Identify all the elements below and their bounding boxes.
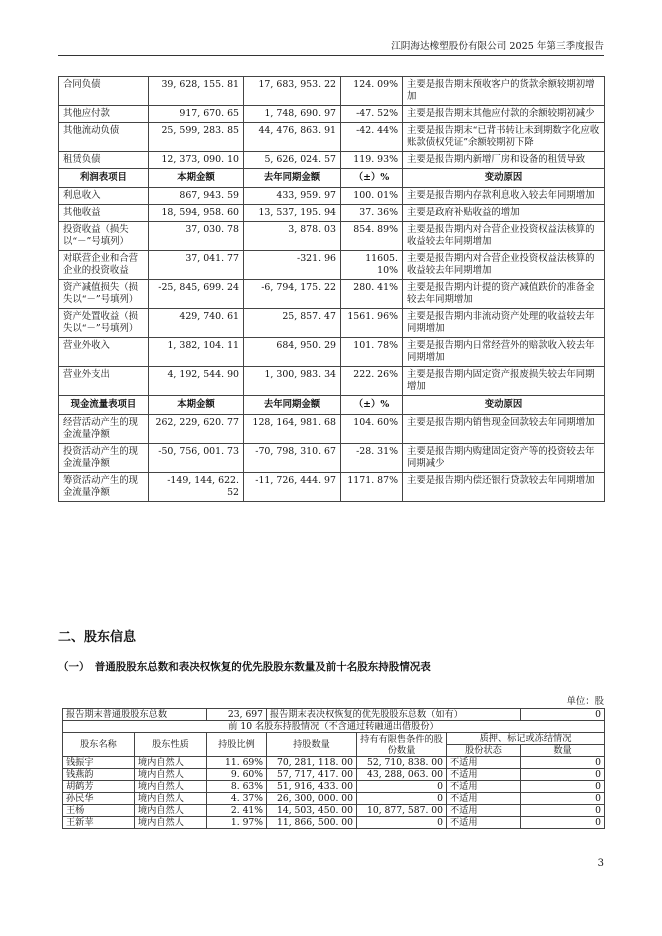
cell-change: 101. 78% [341, 338, 403, 367]
cell-restricted: 43, 288, 063. 00 [357, 769, 447, 781]
cell-name: 孙民华 [63, 793, 135, 805]
cell-shares: 70, 281, 118. 00 [267, 757, 357, 769]
header-pledge-status: 股份状态 [447, 745, 521, 757]
cell-change: 222. 26% [341, 367, 403, 396]
cell-qty: 0 [521, 805, 605, 817]
cell-item: 现金流量表项目 [59, 396, 149, 415]
pref-holders-label: 报告期末表决权恢复的优先股股东总数（如有） [267, 709, 521, 721]
cell-change: -28. 31% [341, 444, 403, 473]
cell-nature: 境内自然人 [135, 769, 207, 781]
cell-change: 104. 60% [341, 415, 403, 444]
shareholder-rows [63, 757, 605, 829]
cell-item: 经营活动产生的现金流量净额 [59, 415, 149, 444]
cell-item: 其他流动负债 [59, 123, 149, 152]
shareholder-row [63, 781, 605, 793]
cell-reason: 主要是报告期末其他应付款的余额较期初减少 [403, 106, 605, 123]
cell-previous: 128, 164, 981. 68 [244, 415, 341, 444]
shareholder-row [63, 805, 605, 817]
cell-item: 租赁负债 [59, 152, 149, 169]
top10-title-row [63, 721, 605, 733]
cell-ratio: 9. 60% [207, 769, 267, 781]
cell-qty: 0 [521, 757, 605, 769]
cell-previous: 去年同期金额 [244, 396, 341, 415]
cell-change: 11605. 10% [341, 251, 403, 280]
cell-reason: 主要是政府补贴收益的增加 [403, 205, 605, 222]
cell-reason: 主要是报告期末“已背书转让未到期数字化应收账款债权凭证”余额较期初下降 [403, 123, 605, 152]
cell-change: 124. 09% [341, 77, 403, 106]
cell-change: （±）% [341, 396, 403, 415]
page-number: 3 [597, 858, 604, 869]
cell-item: 其他收益 [59, 205, 149, 222]
cell-restricted: 0 [357, 817, 447, 829]
shareholder-row [63, 793, 605, 805]
cell-ratio: 4. 37% [207, 793, 267, 805]
page-header: 江阴海达橡塑股份有限公司 2025 年第三季度报告 [391, 41, 604, 52]
table-row [59, 444, 605, 473]
cell-name: 钱振宇 [63, 757, 135, 769]
cell-shares: 11, 866, 500. 00 [267, 817, 357, 829]
cell-previous: 5, 626, 024. 57 [244, 152, 341, 169]
cell-nature: 境内自然人 [135, 793, 207, 805]
cell-status: 不适用 [447, 757, 521, 769]
unit-label: 单位：股 [566, 696, 604, 707]
cell-nature: 境内自然人 [135, 757, 207, 769]
section-header-row [59, 396, 605, 415]
total-holders-value: 23, 697 [207, 709, 267, 721]
cell-current: 37, 030. 78 [149, 222, 244, 251]
pref-holders-value: 0 [521, 709, 605, 721]
cell-reason: 主要是报告期内购建固定资产等的投资较去年同期减少 [403, 444, 605, 473]
cell-item: 营业外支出 [59, 367, 149, 396]
cell-reason: 主要是报告期内非流动资产处理的收益较去年同期增加 [403, 309, 605, 338]
cell-current: 4, 192, 544. 90 [149, 367, 244, 396]
section-header-row [59, 169, 605, 188]
cell-current: 12, 373, 090. 10 [149, 152, 244, 169]
cell-change: 1561. 96% [341, 309, 403, 338]
cell-item: 合同负债 [59, 77, 149, 106]
cell-item: 投资活动产生的现金流量净额 [59, 444, 149, 473]
cell-status: 不适用 [447, 817, 521, 829]
cell-current: 917, 670. 65 [149, 106, 244, 123]
table-row [59, 205, 605, 222]
cell-qty: 0 [521, 769, 605, 781]
cell-change: （±）% [341, 169, 403, 188]
table-row [59, 106, 605, 123]
cell-name: 钱燕韵 [63, 769, 135, 781]
cell-previous: 25, 857. 47 [244, 309, 341, 338]
shareholder-row [63, 757, 605, 769]
cell-current: -25, 845, 699. 24 [149, 280, 244, 309]
cell-previous: 1, 300, 983. 34 [244, 367, 341, 396]
cell-restricted: 0 [357, 793, 447, 805]
cell-item: 筹资活动产生的现金流量净额 [59, 473, 149, 502]
subsection-title: （一） 普通股股东总数和表决权恢复的优先股股东数量及前十名股东持股情况表 [58, 661, 431, 673]
shareholder-table-body [63, 709, 605, 757]
cell-item: 营业外收入 [59, 338, 149, 367]
header-divider [58, 55, 604, 56]
header-pledge: 质押、标记或冻结情况 [447, 733, 605, 745]
cell-ratio: 11. 69% [207, 757, 267, 769]
header-restricted: 持有有限售条件的股份数量 [357, 733, 447, 757]
cell-previous: 433, 959. 97 [244, 188, 341, 205]
cell-change: 280. 41% [341, 280, 403, 309]
cell-current: 本期金额 [149, 169, 244, 188]
cell-current: 1, 382, 104. 11 [149, 338, 244, 367]
shareholder-row [63, 817, 605, 829]
cell-reason: 主要是报告期内存款利息收入较去年同期增加 [403, 188, 605, 205]
cell-ratio: 1. 97% [207, 817, 267, 829]
cell-shares: 26, 300, 000. 00 [267, 793, 357, 805]
table-row [59, 309, 605, 338]
section-title: 二、股东信息 [58, 630, 137, 645]
cell-name: 王新苹 [63, 817, 135, 829]
header-pledge-qty: 数量 [521, 745, 605, 757]
cell-change: 1171. 87% [341, 473, 403, 502]
cell-previous: 17, 683, 953. 22 [244, 77, 341, 106]
cell-previous: -11, 726, 444. 97 [244, 473, 341, 502]
table-row [59, 367, 605, 396]
cell-name: 胡鹤芳 [63, 781, 135, 793]
cell-reason: 主要是报告期内偿还银行贷款较去年同期增加 [403, 473, 605, 502]
cell-restricted: 0 [357, 781, 447, 793]
cell-qty: 0 [521, 793, 605, 805]
header-ratio: 持股比例 [207, 733, 267, 757]
cell-current: 262, 229, 620. 77 [149, 415, 244, 444]
cell-current: 39, 628, 155. 81 [149, 77, 244, 106]
table-row [59, 280, 605, 309]
cell-nature: 境内自然人 [135, 817, 207, 829]
cell-item: 投资收益（损失以“－”号填列） [59, 222, 149, 251]
table-row [59, 222, 605, 251]
cell-previous: -321. 96 [244, 251, 341, 280]
top10-title: 前 10 名股东持股情况（不含通过转融通出借股份） [63, 721, 605, 733]
table-row [59, 338, 605, 367]
cell-previous: 44, 476, 863. 91 [244, 123, 341, 152]
cell-reason: 主要是报告期内计提的资产减值跌价的准备金较去年同期增加 [403, 280, 605, 309]
cell-current: 37, 041. 77 [149, 251, 244, 280]
header-row [63, 733, 605, 745]
shareholder-table [62, 708, 605, 829]
cell-nature: 境内自然人 [135, 805, 207, 817]
change-table [58, 76, 605, 502]
cell-previous: 3, 878. 03 [244, 222, 341, 251]
cell-ratio: 2. 41% [207, 805, 267, 817]
cell-item: 资产处置收益（损失以“－”号填列） [59, 309, 149, 338]
cell-previous: 1, 748, 690. 97 [244, 106, 341, 123]
cell-reason: 主要是报告期内对合营企业投资权益法核算的收益较去年同期增加 [403, 251, 605, 280]
header-name: 股东名称 [63, 733, 135, 757]
header-nature: 股东性质 [135, 733, 207, 757]
cell-reason: 主要是报告期末预收客户的货款余额较期初增加 [403, 77, 605, 106]
cell-status: 不适用 [447, 793, 521, 805]
cell-reason: 主要是报告期内固定资产报废损失较去年同期增加 [403, 367, 605, 396]
cell-nature: 境内自然人 [135, 781, 207, 793]
total-holders-label: 报告期末普通股股东总数 [63, 709, 207, 721]
cell-reason: 变动原因 [403, 169, 605, 188]
cell-reason: 变动原因 [403, 396, 605, 415]
cell-change: -42. 44% [341, 123, 403, 152]
table-row [59, 415, 605, 444]
cell-current: 25, 599, 283. 85 [149, 123, 244, 152]
cell-qty: 0 [521, 817, 605, 829]
shareholder-row [63, 769, 605, 781]
cell-shares: 14, 503, 450. 00 [267, 805, 357, 817]
cell-reason: 主要是报告期内新增厂房和设备的租赁导致 [403, 152, 605, 169]
summary-row [63, 709, 605, 721]
cell-shares: 57, 717, 417. 00 [267, 769, 357, 781]
cell-previous: 去年同期金额 [244, 169, 341, 188]
table-row [59, 123, 605, 152]
cell-current: 18, 594, 958. 60 [149, 205, 244, 222]
table-row [59, 152, 605, 169]
cell-current: -149, 144, 622. 52 [149, 473, 244, 502]
table-row [59, 473, 605, 502]
cell-previous: 684, 950. 29 [244, 338, 341, 367]
change-table-body [59, 77, 605, 502]
table-row [59, 77, 605, 106]
header-shares: 持股数量 [267, 733, 357, 757]
cell-restricted: 52, 710, 838. 00 [357, 757, 447, 769]
cell-previous: -6, 794, 175. 22 [244, 280, 341, 309]
cell-restricted: 10, 877, 587. 00 [357, 805, 447, 817]
cell-name: 王杨 [63, 805, 135, 817]
cell-item: 利润表项目 [59, 169, 149, 188]
cell-reason: 主要是报告期内销售现金回款较去年同期增加 [403, 415, 605, 444]
cell-item: 资产减值损失（损失以“－”号填列） [59, 280, 149, 309]
cell-reason: 主要是报告期内日常经营外的赔款收入较去年同期增加 [403, 338, 605, 367]
cell-change: 37. 36% [341, 205, 403, 222]
cell-reason: 主要是报告期内对合营企业投资权益法核算的收益较去年同期增加 [403, 222, 605, 251]
cell-item: 利息收入 [59, 188, 149, 205]
cell-change: 100. 01% [341, 188, 403, 205]
cell-current: 本期金额 [149, 396, 244, 415]
cell-qty: 0 [521, 781, 605, 793]
cell-change: 854. 89% [341, 222, 403, 251]
cell-current: -50, 756, 001. 73 [149, 444, 244, 473]
cell-change: -47. 52% [341, 106, 403, 123]
table-row [59, 251, 605, 280]
cell-change: 119. 93% [341, 152, 403, 169]
cell-item: 其他应付款 [59, 106, 149, 123]
cell-item: 对联营企业和合营企业的投资收益 [59, 251, 149, 280]
table-row [59, 188, 605, 205]
cell-current: 867, 943. 59 [149, 188, 244, 205]
cell-ratio: 8. 63% [207, 781, 267, 793]
cell-current: 429, 740. 61 [149, 309, 244, 338]
cell-status: 不适用 [447, 781, 521, 793]
cell-previous: 13, 537, 195. 94 [244, 205, 341, 222]
cell-status: 不适用 [447, 805, 521, 817]
cell-status: 不适用 [447, 769, 521, 781]
cell-previous: -70, 798, 310. 67 [244, 444, 341, 473]
cell-shares: 51, 916, 433. 00 [267, 781, 357, 793]
